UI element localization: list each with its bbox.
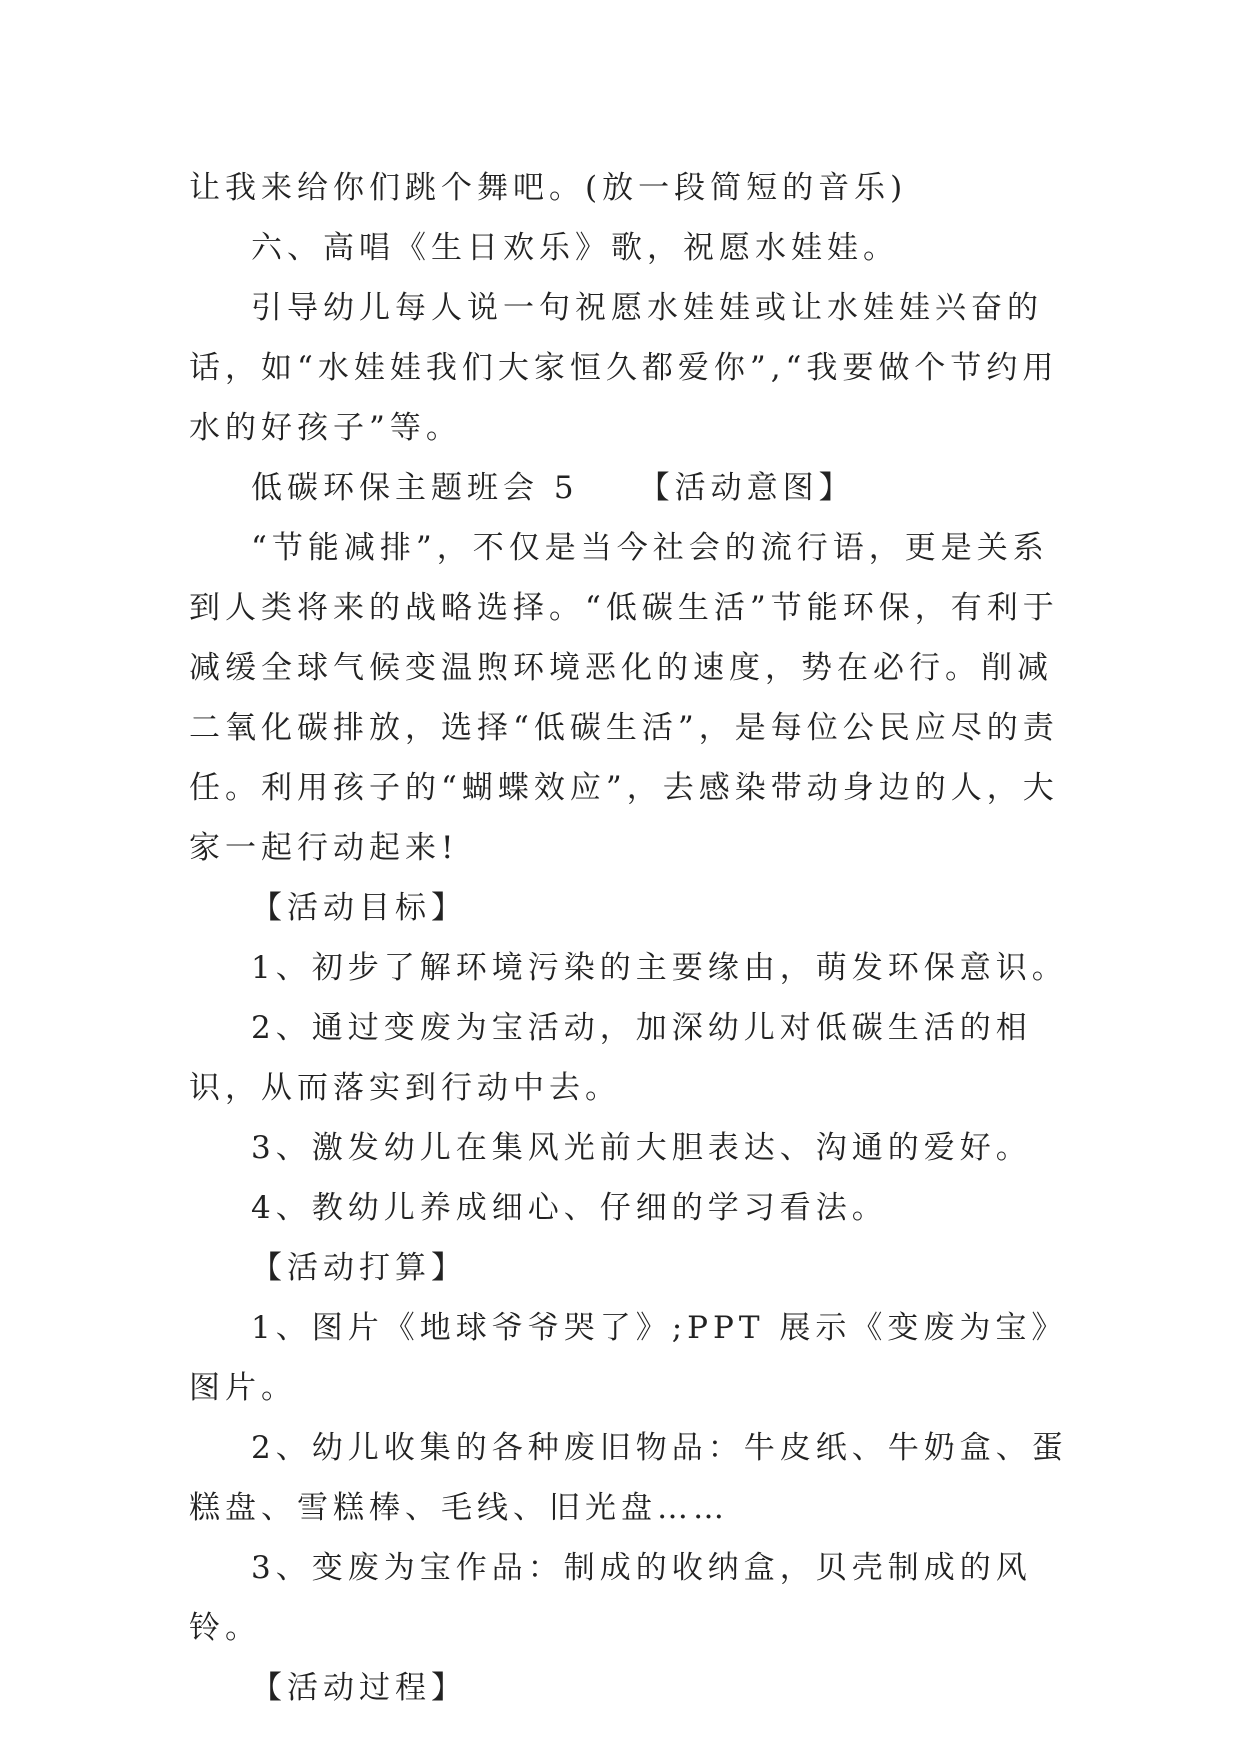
list-item: 2、幼儿收集的各种废旧物品：牛皮纸、牛奶盒、蛋糕盘、雪糕棒、毛线、旧光盘…… (189, 1430, 1068, 1526)
paragraph: 让我来给你们跳个舞吧。(放一段简短的音乐) (189, 170, 908, 206)
section-heading: 【活动目标】 (251, 890, 467, 926)
paragraph: 六、高唱《生日欢乐》歌，祝愿水娃娃。 (251, 230, 899, 266)
document-body (189, 158, 1069, 1718)
section-heading: 【活动意图】 (638, 470, 855, 506)
list-item: 3、变废为宝作品：制成的收纳盒，贝壳制成的风铃。 (189, 1550, 1032, 1646)
section-heading: 【活动过程】 (251, 1670, 467, 1706)
section-heading: 【活动打算】 (251, 1250, 467, 1286)
list-item: 3、激发幼儿在集风光前大胆表达、沟通的爱好。 (251, 1130, 1032, 1166)
list-item: 4、教幼儿养成细心、仔细的学习看法。 (251, 1190, 888, 1226)
list-item: 1、图片《地球爷爷哭了》;PPT 展示《变废为宝》图片。 (189, 1310, 1068, 1406)
section-title: 低碳环保主题班会 5 (251, 470, 579, 506)
paragraph: “节能减排”，不仅是当今社会的流行语，更是关系到人类将来的战略选择。“低碳生活”节能环保，有利于减缓全球气候变温煦环境恶化的速度，势在必行。削减二氧化碳排放，选择“低碳生活”，是每位公民应尽的责任。利用孩子的“蝴蝶效应”，去感染带动身边的人，大家一起行动起来! (189, 530, 1059, 866)
section-heading-line (189, 458, 1069, 518)
paragraph: 引导幼儿每人说一句祝愿水娃娃或让水娃娃兴奋的话，如“水娃娃我们大家恒久都爱你”,“我要做个节约用水的好孩子”等。 (189, 290, 1059, 446)
list-item: 2、通过变废为宝活动，加深幼儿对低碳生活的相识，从而落实到行动中去。 (189, 1010, 1032, 1106)
list-item: 1、初步了解环境污染的主要缘由，萌发环保意识。 (251, 950, 1068, 986)
